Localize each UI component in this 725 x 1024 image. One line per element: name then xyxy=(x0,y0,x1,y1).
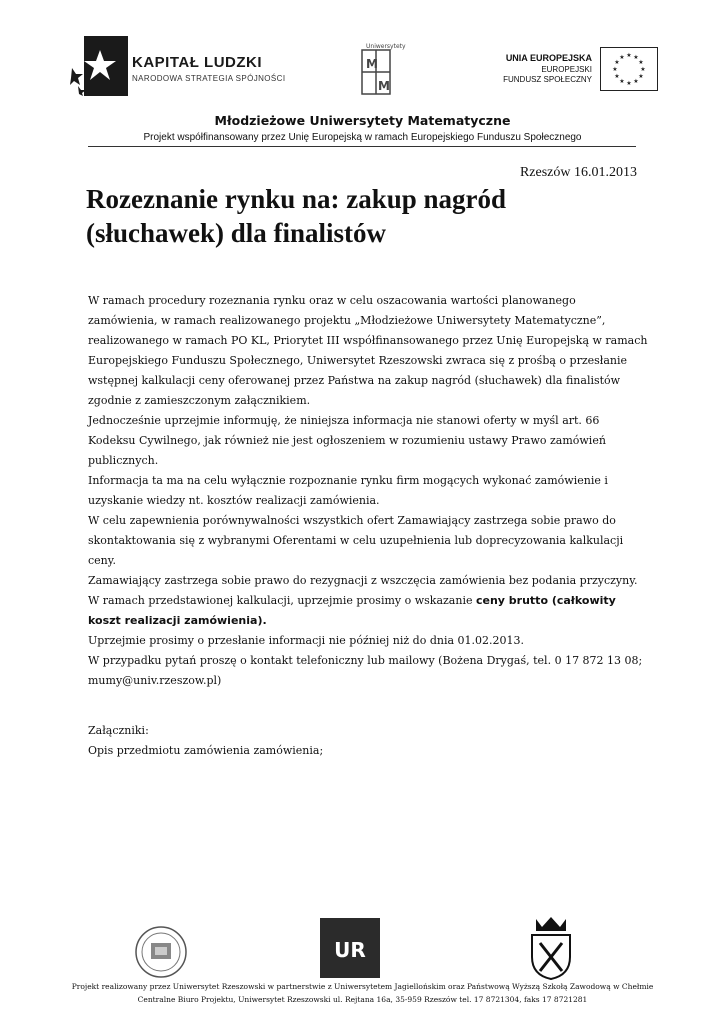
svg-text:★: ★ xyxy=(626,52,632,59)
header-divider xyxy=(88,146,636,147)
document-body xyxy=(88,291,648,691)
svg-text:★: ★ xyxy=(614,59,620,66)
document-date: Rzeszów 16.01.2013 xyxy=(519,165,637,180)
kapital-ludzki-star-icon xyxy=(70,36,128,96)
svg-text:★: ★ xyxy=(638,73,644,80)
eu-line2: EUROPEJSKI xyxy=(541,65,592,74)
paragraph-6-text: W ramach przedstawionej kalkulacji, uprzejmie prosimy o wskazanie xyxy=(88,594,476,607)
ur-mark: UR xyxy=(334,938,366,962)
paragraph-3: Informacja ta ma na celu wyłącznie rozpoznanie rynku firm mogących wykonać zamówienie i uzyskanie wiedzy nt. kosztów realizacji zamówienia. xyxy=(88,474,608,507)
footer-line-2: Centralne Biuro Projektu, Uniwersytet Rzeszowski ul. Rejtana 16a, 35-959 Rzeszów tel. 17 8721304, faks 17 8721281 xyxy=(137,995,588,1004)
svg-text:★: ★ xyxy=(638,59,644,66)
document-title xyxy=(86,182,646,250)
svg-text:M: M xyxy=(366,57,378,71)
eu-flag-icon xyxy=(600,47,658,91)
price-emphasis: ceny brutto (całkowity koszt realizacji zamówienia). xyxy=(88,594,616,627)
svg-text:★: ★ xyxy=(633,78,639,85)
kl-name: KAPITAŁ LUDZKI xyxy=(132,54,263,71)
cofinancing-note: Projekt współfinansowany przez Unię Europejską w ramach Europejskiego Funduszu Społecznego xyxy=(143,132,582,143)
kl-subtitle: NARODOWA STRATEGIA SPÓJNOŚCI xyxy=(132,74,286,83)
mum-logo xyxy=(345,40,407,98)
svg-text:★: ★ xyxy=(626,80,632,87)
attachments-label: Załączniki: xyxy=(88,724,149,737)
svg-text:★: ★ xyxy=(619,78,625,85)
eu-line3: FUNDUSZ SPOŁECZNY xyxy=(503,75,592,84)
paragraph-1: W ramach procedury rozeznania rynku oraz w celu oszacowania wartości planowanego zamówienia, w ramach realizowanego projektu „Młodzieżowe Uniwersytety Matematyczne”, realizowanego w ramach PO KL, Priorytet III współfinansowanego przez Unię Europejską w ramach Europejskiego Funduszu Społecznego, Uniwersytet Rzeszowski zwraca się z prośbą o przesłanie wstępnej kalkulacji ceny oferowanej przez Państwa na zakup nagród (słuchawek) dla finalistów zgodnie z zamieszczonym załącznikiem. xyxy=(88,294,648,407)
svg-text:M: M xyxy=(378,79,390,93)
eu-logo xyxy=(490,47,658,93)
paragraph-7: Uprzejmie prosimy o przesłanie informacji nie później niż do dnia 01.02.2013. xyxy=(88,634,525,647)
title-line-1: Rozeznanie rynku na: zakup nagród xyxy=(86,184,507,214)
paragraph-5: Zamawiający zastrzega sobie prawo do rezygnacji z wszczęcia zamówienia bez podania przyczyny. xyxy=(88,574,638,587)
paragraph-6 xyxy=(88,591,648,631)
svg-text:Uniwersytety: Uniwersytety xyxy=(366,43,406,50)
attachment-item: Opis przedmiotu zamówienia zamówienia; xyxy=(88,744,324,757)
attachments xyxy=(88,721,323,761)
svg-text:★: ★ xyxy=(633,54,639,61)
paragraph-2: Jednocześnie uprzejmie informuję, że niniejsza informacja nie stanowi oferty w myśl art. 66 Kodeksu Cywilnego, jak również nie jest ogłoszeniem w rozumieniu ustawy Prawo zamówień publicznych. xyxy=(88,414,606,467)
paragraph-4: W celu zapewnienia porównywalności wszystkich ofert Zamawiający zastrzega sobie prawo do skontaktowania się z wybranymi Oferentami w celu uzupełnienia lub doprecyzowania kalkulacji ceny. xyxy=(88,514,624,567)
title-line-2: (słuchawek) dla finalistów xyxy=(86,218,387,248)
svg-text:★: ★ xyxy=(614,73,620,80)
svg-text:★: ★ xyxy=(612,66,618,73)
ur-logo xyxy=(320,918,380,978)
svg-text:★: ★ xyxy=(640,66,646,73)
footer-line-1: Projekt realizowany przez Uniwersytet Rzeszowski w partnerstwie z Uniwersytetem Jagiellońskim oraz Państwową Wyższą Szkołą Zawodową w Chełmie xyxy=(71,982,654,991)
project-title: Młodzieżowe Uniwersytety Matematyczne xyxy=(214,113,511,128)
kapital-ludzki-logo xyxy=(70,36,300,96)
eu-line1: UNIA EUROPEJSKA xyxy=(505,53,592,63)
university-seal-icon xyxy=(134,925,188,979)
jagiellonian-crest-icon xyxy=(528,915,574,981)
paragraph-8: W przypadku pytań proszę o kontakt telefoniczny lub mailowy (Bożena Drygaś, tel. 0 17 872 13 08; mumy@univ.rzeszow.pl) xyxy=(88,654,643,687)
svg-text:★: ★ xyxy=(619,54,625,61)
